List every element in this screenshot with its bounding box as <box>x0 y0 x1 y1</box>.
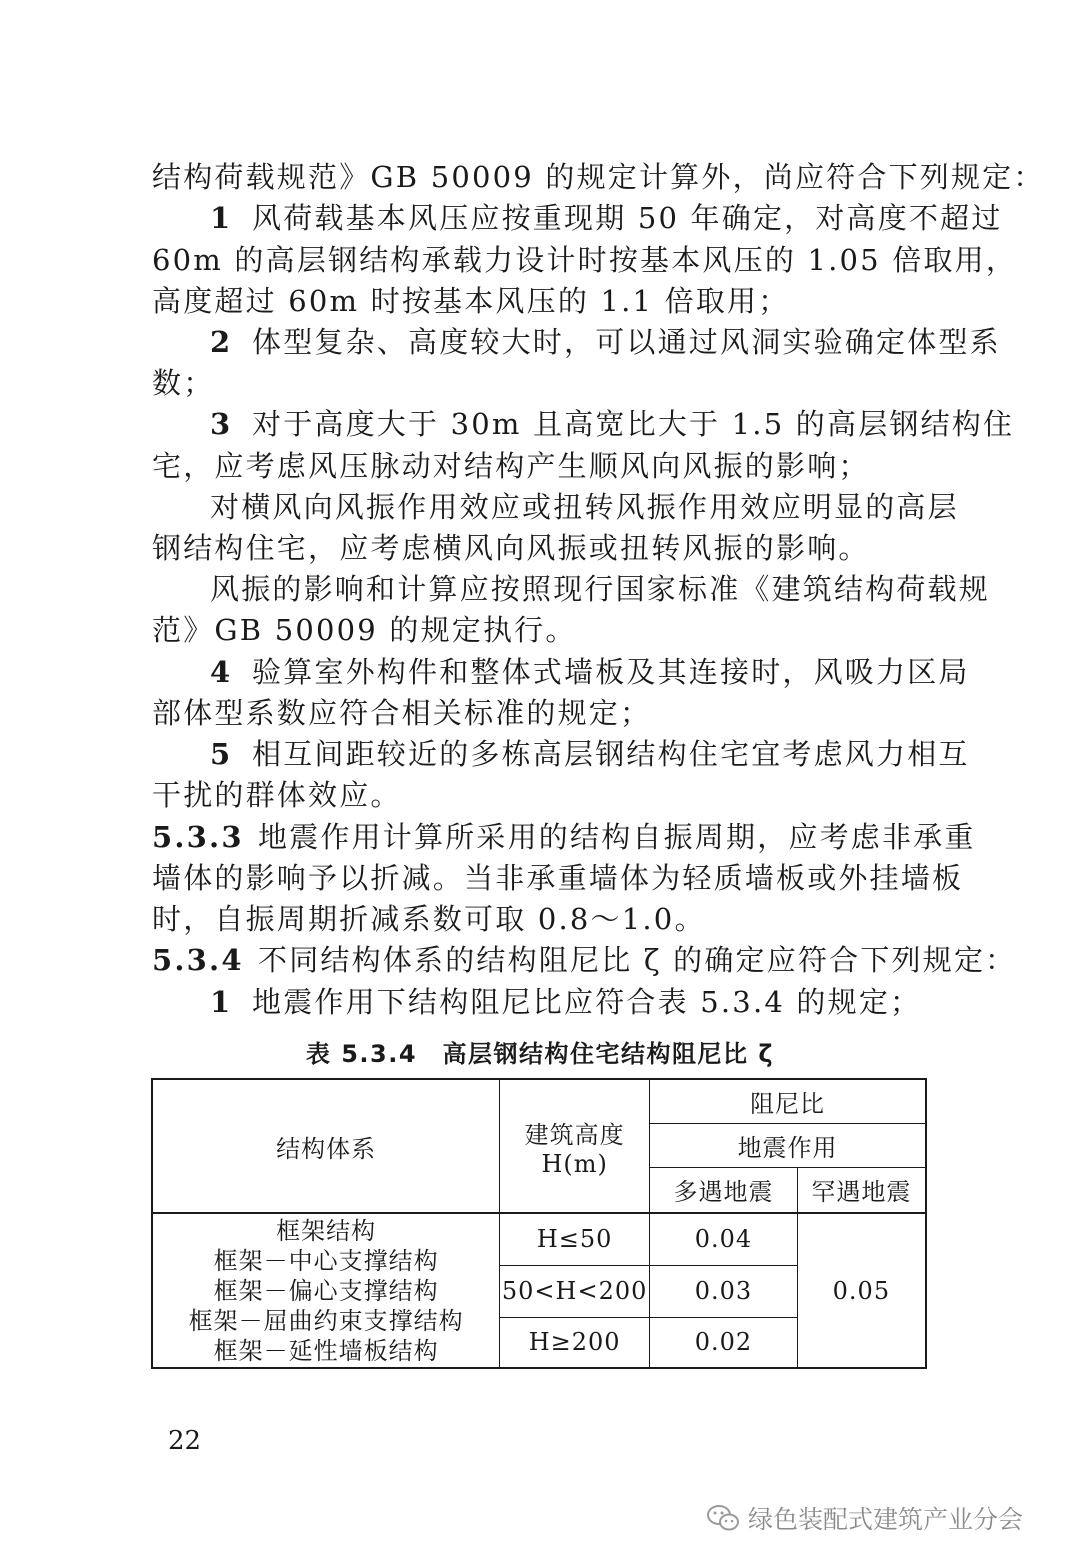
text-line: 数； <box>152 366 215 400</box>
height-cell: H≤50 <box>500 1213 650 1265</box>
header-rare-earthquake: 罕遇地震 <box>797 1167 926 1213</box>
text-line: 干扰的群体效应。 <box>152 778 402 812</box>
height-cell: 50<H<200 <box>500 1265 650 1317</box>
item-number: 3 <box>210 407 233 441</box>
list-item-1: 1 风荷载基本风压应按重现期 50 年确定，对高度不超过 <box>210 198 928 238</box>
structure-system-item: 框架－中心支撑结构 <box>213 1246 439 1275</box>
text-line: 部体型系数应符合相关标准的规定； <box>152 696 652 730</box>
wechat-icon <box>706 1503 740 1533</box>
list-item-2: 2 体型复杂、高度较大时，可以通过风洞实验确定体型系 <box>210 322 928 362</box>
item-number: 1 <box>210 985 233 1019</box>
rare-value-cell: 0.05 <box>797 1213 926 1368</box>
text-line: 钢结构住宅，应考虑横风向风振或扭转风振的影响。 <box>152 531 870 565</box>
section-5-3-4: 5.3.4 不同结构体系的结构阻尼比 ζ 的确定应符合下列规定： <box>152 940 928 980</box>
text-line: 时，自振周期折减系数可取 0.8～1.0。 <box>152 902 706 936</box>
list-item-1: 1 地震作用下结构阻尼比应符合表 5.3.4 的规定； <box>210 982 928 1022</box>
header-damping-ratio: 阻尼比 <box>650 1079 926 1123</box>
structure-system-item: 框架－偏心支撑结构 <box>213 1276 439 1305</box>
frequent-value-cell: 0.04 <box>650 1213 798 1265</box>
text-line: 宅，应考虑风压脉动对结构产生顺风向风振的影响； <box>152 449 870 483</box>
structure-system-list <box>152 1213 500 1368</box>
text-line: 风振的影响和计算应按照现行国家标准《建筑结构荷载规 <box>210 572 991 606</box>
text-line: 结构荷载规范》GB 50009 的规定计算外，尚应符合下列规定： <box>152 160 1045 194</box>
structure-system-item: 框架－屈曲约束支撑结构 <box>188 1306 464 1335</box>
header-building-height <box>500 1079 650 1213</box>
frequent-value-cell: 0.03 <box>650 1265 798 1317</box>
table-caption: 表 5.3.4 高层钢结构住宅结构阻尼比 ζ <box>305 1040 775 1068</box>
section-number: 5.3.4 <box>152 943 244 977</box>
header-frequent-earthquake: 多遇地震 <box>650 1167 798 1213</box>
text-line: 范》GB 50009 的规定执行。 <box>152 613 577 647</box>
header-height-label: 建筑高度 <box>524 1120 625 1149</box>
section-number: 5.3.3 <box>152 820 244 854</box>
header-height-unit: H(m) <box>541 1149 608 1178</box>
text-line: 对横风向风振作用效应或扭转风振作用效应明显的高层 <box>210 490 959 524</box>
section-5-3-3: 5.3.3 地震作用计算所采用的结构自振周期，应考虑非承重 <box>152 817 928 857</box>
list-item-4: 4 验算室外构件和整体式墙板及其连接时，风吸力区局 <box>210 652 928 692</box>
height-cell: H≥200 <box>500 1317 650 1368</box>
watermark-text: 绿色装配式建筑产业分会 <box>748 1505 1024 1534</box>
header-structure-system: 结构体系 <box>152 1079 500 1213</box>
item-number: 2 <box>210 325 233 359</box>
page-number: 22 <box>168 1426 202 1456</box>
structure-system-item: 框架结构 <box>276 1216 377 1245</box>
header-seismic-action: 地震作用 <box>650 1123 926 1167</box>
list-item-3: 3 对于高度大于 30m 且高宽比大于 1.5 的高层钢结构住 <box>210 404 928 444</box>
item-number: 1 <box>210 201 233 235</box>
watermark <box>706 1500 1023 1536</box>
item-number: 4 <box>210 655 233 689</box>
frequent-value-cell: 0.02 <box>650 1317 798 1368</box>
text-line: 高度超过 60m 时按基本风压的 1.1 倍取用； <box>152 284 790 318</box>
item-number: 5 <box>210 737 233 771</box>
text-line: 60m 的高层钢结构承载力设计时按基本风压的 1.05 倍取用， <box>152 243 1018 277</box>
damping-ratio-table <box>151 1078 927 1369</box>
structure-system-item: 框架－延性墙板结构 <box>213 1336 439 1365</box>
list-item-5: 5 相互间距较近的多栋高层钢结构住宅宜考虑风力相互 <box>210 734 928 774</box>
text-line: 墙体的影响予以折减。当非承重墙体为轻质墙板或外挂墙板 <box>152 861 964 895</box>
